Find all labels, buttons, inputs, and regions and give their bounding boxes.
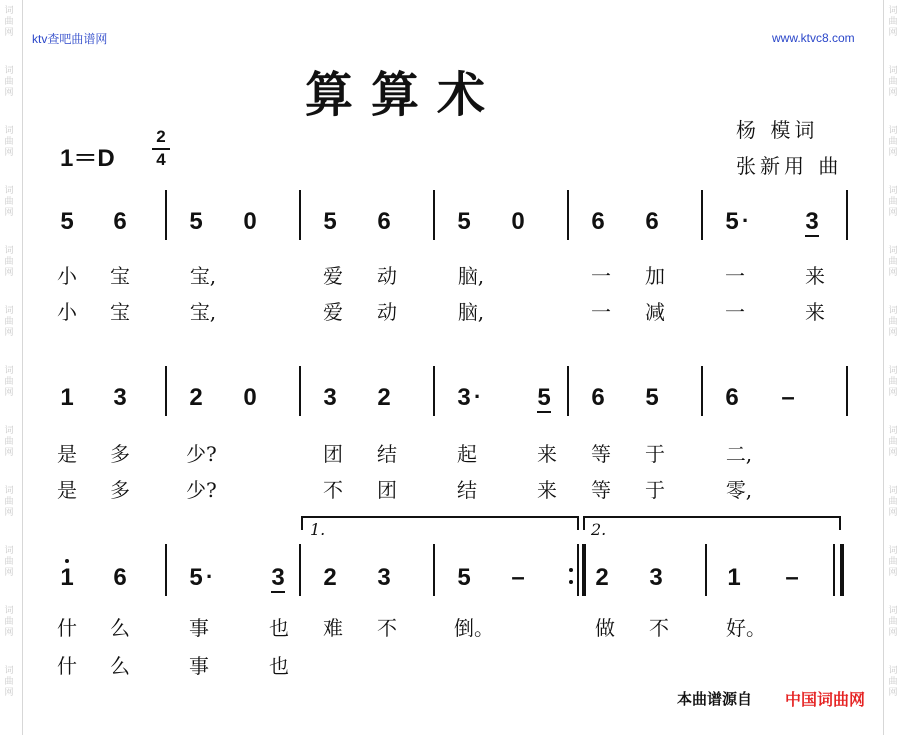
lyric: 零, xyxy=(725,478,753,502)
lyric: 事 xyxy=(189,616,209,640)
note-underlined: 3 xyxy=(800,210,824,234)
volta-1-start xyxy=(301,516,303,530)
header-site-name[interactable]: ktv查吧曲谱网 xyxy=(32,32,108,46)
note: 2 xyxy=(189,384,203,411)
lyric: 来 xyxy=(537,442,557,466)
side-watermark-text: 词曲网 xyxy=(4,66,14,98)
lyric: 于 xyxy=(645,442,665,466)
note: 3 xyxy=(649,564,663,591)
note: 5 xyxy=(457,564,471,591)
repeat-bar-thick xyxy=(582,544,586,596)
lyric: 结 xyxy=(377,442,397,466)
lyric: 爱 xyxy=(323,300,343,324)
bar-line xyxy=(165,544,167,596)
side-watermark-text: 词曲网 xyxy=(888,546,898,578)
side-watermark-text: 词曲网 xyxy=(4,606,14,638)
lyric: 做 xyxy=(595,616,615,640)
side-watermark-text: 词曲网 xyxy=(4,546,14,578)
volta-2-end xyxy=(839,516,841,530)
lyric: 爱 xyxy=(323,264,343,288)
lyric: 倒。 xyxy=(454,616,494,640)
lyric: 好。 xyxy=(726,616,766,640)
lyric: 不 xyxy=(323,478,343,502)
note: 6 xyxy=(113,208,127,235)
note: 5 xyxy=(60,208,74,235)
note-high-octave: 1 xyxy=(55,566,79,590)
bar-line xyxy=(701,190,703,240)
bar-line xyxy=(705,544,707,596)
augmentation-dot: · xyxy=(742,208,750,233)
lyric: 于 xyxy=(645,478,665,502)
note: 5 xyxy=(189,208,203,235)
bar-line xyxy=(299,366,301,416)
note: 5 xyxy=(457,208,471,235)
lyric: 起 xyxy=(457,442,477,466)
lyric: 少? xyxy=(186,442,217,466)
note: 6 xyxy=(113,564,127,591)
note: 6 xyxy=(591,208,605,235)
composer-credit: 张新用 曲 xyxy=(736,154,843,178)
lyric: 什 xyxy=(57,654,77,678)
repeat-dot xyxy=(569,580,573,584)
note: 5 xyxy=(323,208,337,235)
side-watermark-text: 词曲网 xyxy=(888,606,898,638)
side-watermark-text: 词曲网 xyxy=(888,366,898,398)
footer-source-label: 本曲谱源自 xyxy=(677,690,753,708)
volta-2-bracket xyxy=(583,516,841,518)
lyric: 是 xyxy=(57,442,77,466)
bar-line xyxy=(433,366,435,416)
lyric: 宝, xyxy=(189,300,217,324)
lyric: 等 xyxy=(591,442,611,466)
bar-line xyxy=(165,366,167,416)
side-watermark-text: 词曲网 xyxy=(4,366,14,398)
lyric: 小 xyxy=(57,300,77,324)
final-bar-line-thin xyxy=(833,544,835,596)
lyric: 不 xyxy=(649,616,669,640)
lyric: 么 xyxy=(110,616,130,640)
note: 5 xyxy=(645,384,659,411)
sustain-dash: – xyxy=(511,564,525,591)
bar-line xyxy=(299,190,301,240)
rest: 0 xyxy=(511,208,525,235)
lyric: 等 xyxy=(591,478,611,502)
side-watermark-text: 词曲网 xyxy=(4,126,14,158)
note: 1 xyxy=(727,564,741,591)
note: 3 xyxy=(113,384,127,411)
volta-1-bracket xyxy=(301,516,579,518)
note: 5 xyxy=(725,208,739,235)
lyric: 结 xyxy=(457,478,477,502)
lyric: 加 xyxy=(645,264,665,288)
lyric: 一 xyxy=(591,264,611,288)
side-watermark-text: 词曲网 xyxy=(888,66,898,98)
lyric: 不 xyxy=(377,616,397,640)
note: 6 xyxy=(725,384,739,411)
bar-line xyxy=(433,190,435,240)
lyric: 减 xyxy=(645,300,665,324)
bar-line xyxy=(701,366,703,416)
lyric: 来 xyxy=(805,264,825,288)
bar-line xyxy=(846,190,848,240)
sustain-dash: – xyxy=(785,564,799,591)
left-watermark-strip xyxy=(0,0,23,735)
lyric: 脑, xyxy=(457,264,485,288)
side-watermark-text: 词曲网 xyxy=(888,306,898,338)
note: 6 xyxy=(377,208,391,235)
note: 3 xyxy=(377,564,391,591)
bar-line xyxy=(846,366,848,416)
note: 2 xyxy=(323,564,337,591)
side-watermark-text: 词曲网 xyxy=(4,426,14,458)
side-watermark-text: 词曲网 xyxy=(888,486,898,518)
note: 3 xyxy=(323,384,337,411)
bar-line xyxy=(165,190,167,240)
note: 5 xyxy=(189,564,203,591)
lyric: 宝, xyxy=(189,264,217,288)
song-title: 算算术 xyxy=(305,67,504,123)
lyric: 团 xyxy=(377,478,397,502)
note: 6 xyxy=(645,208,659,235)
right-watermark-strip xyxy=(883,0,906,735)
lyric: 事 xyxy=(189,654,209,678)
lyric: 动 xyxy=(377,264,397,288)
lyric: 也 xyxy=(269,616,289,640)
bar-line xyxy=(433,544,435,596)
note: 2 xyxy=(595,564,609,591)
volta-1-end xyxy=(577,516,579,530)
bar-line xyxy=(299,544,301,596)
side-watermark-text: 词曲网 xyxy=(4,246,14,278)
lyric: 也 xyxy=(269,654,289,678)
note-underlined: 5 xyxy=(532,386,556,410)
time-signature-numerator: 2 xyxy=(156,127,166,146)
repeat-dot xyxy=(569,568,573,572)
volta-2-start xyxy=(583,516,585,530)
augmentation-dot: · xyxy=(206,564,214,589)
note-underlined: 3 xyxy=(266,566,290,590)
note: 3 xyxy=(457,384,471,411)
lyric: 一 xyxy=(591,300,611,324)
sustain-dash: – xyxy=(781,384,795,411)
volta-2-label: 2. xyxy=(591,520,607,539)
side-watermark-text: 词曲网 xyxy=(4,666,14,698)
note: 6 xyxy=(591,384,605,411)
lyric: 一 xyxy=(725,300,745,324)
lyric: 脑, xyxy=(457,300,485,324)
side-watermark-text: 词曲网 xyxy=(888,666,898,698)
lyric: 宝 xyxy=(110,300,130,324)
side-watermark-text: 词曲网 xyxy=(888,186,898,218)
lyric: 动 xyxy=(377,300,397,324)
side-watermark-text: 词曲网 xyxy=(888,426,898,458)
side-watermark-text: 词曲网 xyxy=(888,6,898,38)
note: 1 xyxy=(60,384,74,411)
lyric: 是 xyxy=(57,478,77,502)
header-site-url[interactable]: www.ktvc8.com xyxy=(772,31,855,45)
footer-source-site[interactable]: 中国词曲网 xyxy=(785,690,866,709)
rest: 0 xyxy=(243,208,257,235)
side-watermark-text: 词曲网 xyxy=(4,186,14,218)
final-bar-line-thick xyxy=(840,544,844,596)
lyric: 多 xyxy=(110,478,130,502)
bar-line xyxy=(567,366,569,416)
rest: 0 xyxy=(243,384,257,411)
lyric: 么 xyxy=(110,654,130,678)
side-watermark-text: 词曲网 xyxy=(4,6,14,38)
time-signature-denominator: 4 xyxy=(156,150,166,169)
lyric: 小 xyxy=(57,264,77,288)
lyric: 什 xyxy=(57,616,77,640)
lyric: 难 xyxy=(323,616,343,640)
lyricist-credit: 杨 模词 xyxy=(736,118,819,142)
note: 2 xyxy=(377,384,391,411)
lyric: 一 xyxy=(725,264,745,288)
lyric: 二, xyxy=(725,442,753,466)
augmentation-dot: · xyxy=(474,384,482,409)
lyric: 多 xyxy=(110,442,130,466)
lyric: 少? xyxy=(186,478,217,502)
side-watermark-text: 词曲网 xyxy=(4,486,14,518)
key-signature: 1＝D xyxy=(60,145,115,172)
lyric: 团 xyxy=(323,442,343,466)
repeat-bar-line xyxy=(577,544,579,596)
side-watermark-text: 词曲网 xyxy=(888,246,898,278)
volta-1-label: 1. xyxy=(310,520,326,539)
side-watermark-text: 词曲网 xyxy=(888,126,898,158)
lyric: 宝 xyxy=(110,264,130,288)
bar-line xyxy=(567,190,569,240)
side-watermark-text: 词曲网 xyxy=(4,306,14,338)
lyric: 来 xyxy=(537,478,557,502)
lyric: 来 xyxy=(805,300,825,324)
